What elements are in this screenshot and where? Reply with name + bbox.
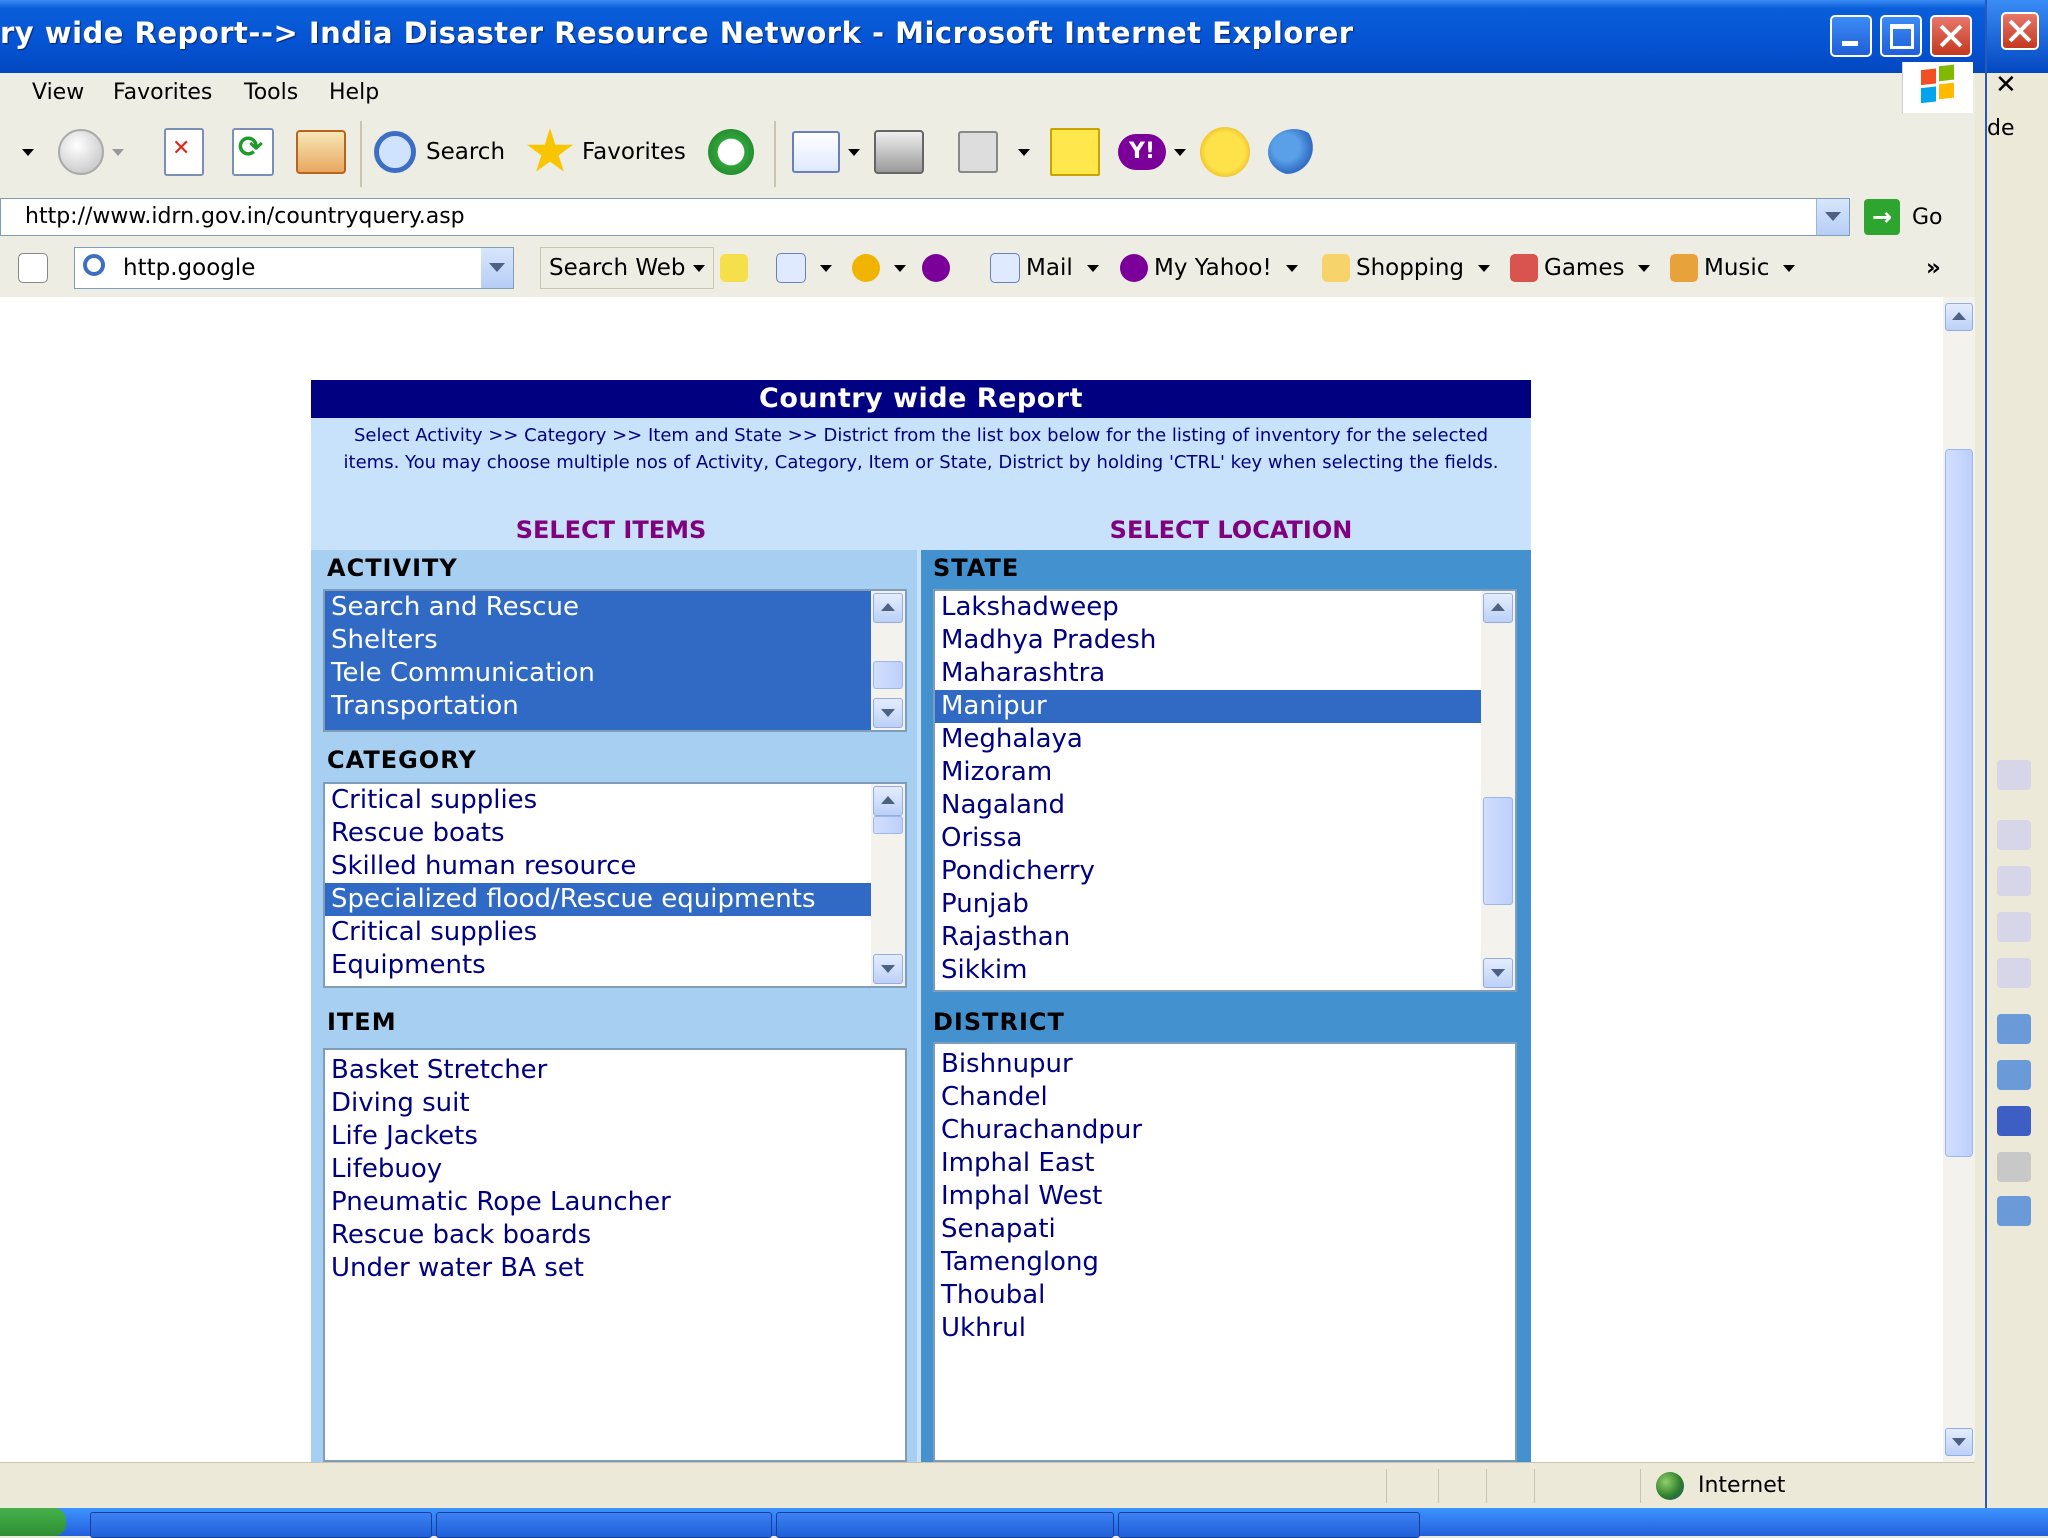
taskbar-item[interactable] xyxy=(90,1512,432,1538)
yahoo-logo-icon: Y! xyxy=(1118,134,1166,170)
tool-paint-icon[interactable] xyxy=(1997,1014,2031,1044)
state-options xyxy=(935,591,1515,987)
globe-menu-button[interactable] xyxy=(852,247,906,289)
scroll-down-icon[interactable] xyxy=(873,954,903,984)
list-option[interactable]: Skilled human resource xyxy=(331,851,637,881)
menu-bar xyxy=(0,73,1975,114)
taskbar-item[interactable] xyxy=(1118,1512,1420,1538)
home-button[interactable] xyxy=(296,127,346,177)
taskbar-item[interactable] xyxy=(436,1512,772,1538)
music-note-icon xyxy=(1670,254,1698,282)
category-label: CATEGORY xyxy=(327,746,477,774)
music-label: Music xyxy=(1704,255,1770,281)
category-listbox[interactable] xyxy=(323,782,907,988)
list-option[interactable]: Search and Rescue xyxy=(325,591,905,624)
select-location-heading: SELECT LOCATION xyxy=(1109,516,1353,544)
toolbar-options-button[interactable] xyxy=(18,247,54,289)
activity-label: ACTIVITY xyxy=(327,554,458,582)
list-option[interactable]: Diving suit xyxy=(331,1088,470,1118)
mail-icon xyxy=(792,131,840,173)
list-option[interactable]: Tamenglong xyxy=(941,1247,1099,1277)
shopping-label: Shopping xyxy=(1356,255,1465,281)
my-yahoo-label: My Yahoo! xyxy=(1154,255,1272,281)
status-cell xyxy=(1534,1469,1535,1503)
category-scrollbar[interactable] xyxy=(871,784,905,986)
search-web-button[interactable] xyxy=(540,247,714,289)
list-option[interactable]: Manipur xyxy=(935,690,1515,723)
go-label: Go xyxy=(1912,204,1943,230)
window-title: ry wide Report--> India Disaster Resource Network - Microsoft Internet Explorer xyxy=(0,16,1354,50)
globe-icon xyxy=(852,254,880,282)
scroll-up-icon[interactable] xyxy=(873,593,903,623)
status-cell xyxy=(1386,1469,1387,1503)
edit-button[interactable] xyxy=(958,127,1030,177)
list-option[interactable]: Equipments xyxy=(331,950,486,980)
tool-rotate2-icon[interactable] xyxy=(1997,866,2031,896)
contacts-button[interactable] xyxy=(1268,127,1320,177)
yahoo-search-value: http.google xyxy=(123,255,256,281)
scroll-thumb[interactable] xyxy=(1483,797,1513,905)
list-option[interactable]: Chandel xyxy=(941,1082,1048,1112)
windows-logo-icon xyxy=(1902,62,1973,117)
list-option[interactable]: Pneumatic Rope Launcher xyxy=(331,1187,671,1217)
country-report-form xyxy=(311,380,1531,1462)
report-instructions: Select Activity >> Category >> Item and State >> District from the list box below for the listing of inventory for the selected items. You may choose multiple nos of Activity, Category, Item or State, District by holding 'CTRL' key when selecting the fields. xyxy=(343,425,1499,473)
yahoo-button[interactable] xyxy=(1118,127,1186,177)
list-option[interactable]: Mizoram xyxy=(941,757,1053,787)
tool-rotate-icon[interactable] xyxy=(1997,820,2031,850)
report-title: Country wide Report xyxy=(311,380,1531,418)
address-bar xyxy=(0,195,1975,242)
page-scroll-thumb[interactable] xyxy=(1945,449,1973,1157)
back-dropdown[interactable] xyxy=(14,127,34,177)
background-window xyxy=(1985,0,2048,1508)
go-button[interactable] xyxy=(1864,198,1943,236)
maximize-button[interactable] xyxy=(1880,15,1922,57)
toolbar-separator xyxy=(774,121,776,187)
notes-icon xyxy=(1050,128,1100,176)
list-option[interactable]: Bishnupur xyxy=(941,1049,1073,1079)
list-option[interactable]: Imphal East xyxy=(941,1148,1095,1178)
contacts-people-icon xyxy=(1268,129,1320,175)
my-yahoo-icon xyxy=(1120,254,1148,282)
list-option[interactable]: Nagaland xyxy=(941,790,1065,820)
select-items-heading: SELECT ITEMS xyxy=(515,516,707,544)
mail-button[interactable] xyxy=(792,127,860,177)
highlight-button[interactable] xyxy=(720,247,754,289)
scroll-thumb[interactable] xyxy=(873,661,903,689)
scroll-up-icon[interactable] xyxy=(873,786,903,816)
select-items-panel xyxy=(311,550,917,1462)
taskbar-item[interactable] xyxy=(776,1512,1114,1538)
tool-pen-icon[interactable] xyxy=(1997,1196,2031,1226)
list-option[interactable]: Shelters xyxy=(325,624,905,657)
tool-cube-icon[interactable] xyxy=(1997,1152,2031,1182)
status-cell xyxy=(1486,1469,1487,1503)
internet-globe-icon xyxy=(1656,1472,1684,1500)
list-option[interactable]: Under water BA set xyxy=(331,1253,584,1283)
notes-button[interactable] xyxy=(1050,127,1100,177)
games-dice-icon xyxy=(1510,254,1538,282)
edit-page-icon xyxy=(958,131,998,173)
popup-blocker-icon xyxy=(776,253,806,283)
list-option[interactable]: Lifebuoy xyxy=(331,1154,443,1184)
refresh-button[interactable] xyxy=(232,127,274,177)
search-button-label: Search xyxy=(426,139,506,165)
toolbar-separator xyxy=(360,121,362,187)
page-scroll-down-icon[interactable] xyxy=(1945,1428,1973,1456)
background-close-icon[interactable]: ✕ xyxy=(1995,70,2017,100)
menu-help[interactable]: Help xyxy=(329,80,380,105)
activity-options xyxy=(325,591,905,723)
my-yahoo-button[interactable] xyxy=(1120,247,1298,289)
category-options xyxy=(325,784,905,982)
envelope-icon xyxy=(990,253,1020,283)
list-option[interactable]: Rajasthan xyxy=(941,922,1071,952)
item-label: ITEM xyxy=(327,1008,397,1036)
menu-view[interactable]: View xyxy=(32,80,85,105)
list-option[interactable]: Churachandpur xyxy=(941,1115,1143,1145)
yahoo-search-dropdown[interactable] xyxy=(481,248,513,288)
search-button[interactable] xyxy=(374,127,505,177)
toolbar-overflow-chevron[interactable]: » xyxy=(1926,255,1941,281)
favorites-star-icon xyxy=(526,128,574,176)
yahoo-mail-button[interactable] xyxy=(990,247,1099,289)
favorites-button[interactable] xyxy=(526,127,686,177)
address-input[interactable] xyxy=(0,198,1850,236)
home-icon xyxy=(296,130,346,174)
list-option[interactable]: Maharashtra xyxy=(941,658,1106,688)
title-bar[interactable] xyxy=(0,0,1985,73)
background-close-button[interactable] xyxy=(2001,12,2039,50)
yahoo-mail-label: Mail xyxy=(1026,255,1073,281)
shopping-bag-icon xyxy=(1322,254,1350,282)
minimize-button[interactable] xyxy=(1830,15,1872,57)
stop-icon xyxy=(164,128,204,176)
close-button[interactable] xyxy=(1930,15,1972,57)
messenger-button[interactable] xyxy=(1200,127,1250,177)
state-scrollbar[interactable] xyxy=(1481,591,1515,990)
refresh-icon xyxy=(232,128,274,176)
tool-flip2-icon[interactable] xyxy=(1997,958,2031,988)
games-button[interactable] xyxy=(1510,247,1650,289)
page-content xyxy=(0,297,1975,1462)
forward-button[interactable] xyxy=(58,127,124,177)
menu-favorites[interactable]: Favorites xyxy=(113,80,213,105)
search-web-label: Search Web xyxy=(549,255,686,281)
taskbar xyxy=(0,1508,2048,1536)
tool-paint2-icon[interactable] xyxy=(1997,1060,2031,1090)
page-scroll-up-icon[interactable] xyxy=(1945,303,1973,331)
scroll-thumb[interactable] xyxy=(873,816,903,834)
list-option[interactable]: Basket Stretcher xyxy=(331,1055,548,1085)
list-option[interactable]: Critical supplies xyxy=(331,785,538,815)
list-option[interactable]: Transportation xyxy=(325,690,905,723)
list-option[interactable]: Rescue back boards xyxy=(331,1220,592,1250)
search-icon xyxy=(374,131,416,173)
scroll-down-icon[interactable] xyxy=(873,698,903,728)
state-listbox[interactable] xyxy=(933,589,1517,992)
list-option[interactable]: Lakshadweep xyxy=(941,592,1119,622)
item-options xyxy=(325,1054,905,1285)
headphones-icon xyxy=(922,254,950,282)
list-option[interactable]: Ukhrul xyxy=(941,1313,1026,1343)
popup-blocker-button[interactable] xyxy=(776,247,832,289)
list-option[interactable]: Thoubal xyxy=(941,1280,1046,1310)
games-label: Games xyxy=(1544,255,1625,281)
go-arrow-icon: → xyxy=(1864,199,1900,235)
print-icon xyxy=(874,130,924,174)
standard-toolbar xyxy=(0,113,1975,196)
scroll-down-icon[interactable] xyxy=(1483,958,1513,988)
activity-listbox[interactable] xyxy=(323,589,907,732)
zone-label: Internet xyxy=(1698,1473,1786,1498)
forward-arrow-icon xyxy=(58,129,104,175)
status-cell xyxy=(1640,1469,1641,1503)
yahoo-messenger-icon xyxy=(1200,127,1250,177)
district-options xyxy=(935,1048,1515,1345)
history-icon xyxy=(708,129,754,175)
tool-funnel-icon[interactable] xyxy=(1997,1106,2031,1136)
tool-flip-icon[interactable] xyxy=(1997,912,2031,942)
status-cell xyxy=(1438,1469,1439,1503)
district-listbox[interactable] xyxy=(933,1042,1517,1462)
start-button[interactable] xyxy=(0,1508,66,1536)
list-option[interactable]: Rescue boats xyxy=(331,818,505,848)
print-button[interactable] xyxy=(874,127,924,177)
list-option[interactable]: Punjab xyxy=(941,889,1029,919)
search-magnifier-icon xyxy=(83,254,105,276)
pencil-icon xyxy=(18,253,48,283)
shopping-button[interactable] xyxy=(1322,247,1490,289)
list-option[interactable]: Tele Communication xyxy=(325,657,905,690)
favorites-button-label: Favorites xyxy=(582,139,686,165)
highlighter-icon xyxy=(720,254,748,282)
list-option[interactable]: Pondicherry xyxy=(941,856,1095,886)
list-option[interactable]: Life Jackets xyxy=(331,1121,478,1151)
yahoo-toolbar xyxy=(0,241,1975,298)
list-option[interactable]: Senapati xyxy=(941,1214,1056,1244)
security-zone xyxy=(1656,1469,1785,1503)
list-option[interactable]: Sikkim xyxy=(941,955,1028,985)
address-url: http://www.idrn.gov.in/countryquery.asp xyxy=(25,204,465,229)
activity-scrollbar[interactable] xyxy=(871,591,905,730)
list-option[interactable]: Meghalaya xyxy=(941,724,1083,754)
list-option[interactable]: Critical supplies xyxy=(331,917,538,947)
list-option[interactable]: Specialized flood/Rescue equipments xyxy=(325,883,905,916)
background-window-text: de xyxy=(1987,116,2015,141)
music-button[interactable] xyxy=(1670,247,1795,289)
address-dropdown-button[interactable] xyxy=(1816,199,1849,235)
district-label: DISTRICT xyxy=(933,1008,1065,1036)
scroll-up-icon[interactable] xyxy=(1483,593,1513,623)
list-option[interactable]: Madhya Pradesh xyxy=(941,625,1157,655)
tool-percent-icon[interactable] xyxy=(1997,760,2031,790)
status-bar xyxy=(0,1462,1975,1509)
list-option[interactable]: Imphal West xyxy=(941,1181,1103,1211)
stop-button[interactable] xyxy=(164,127,204,177)
state-label: STATE xyxy=(933,554,1020,582)
launchcast-button[interactable] xyxy=(922,247,956,289)
list-option[interactable]: Orissa xyxy=(941,823,1023,853)
history-button[interactable] xyxy=(708,127,754,177)
menu-tools[interactable]: Tools xyxy=(244,80,299,105)
item-listbox[interactable] xyxy=(323,1048,907,1462)
page-vertical-scrollbar[interactable] xyxy=(1943,297,1975,1462)
select-location-panel xyxy=(921,550,1531,1462)
yahoo-search-input[interactable] xyxy=(74,247,514,289)
